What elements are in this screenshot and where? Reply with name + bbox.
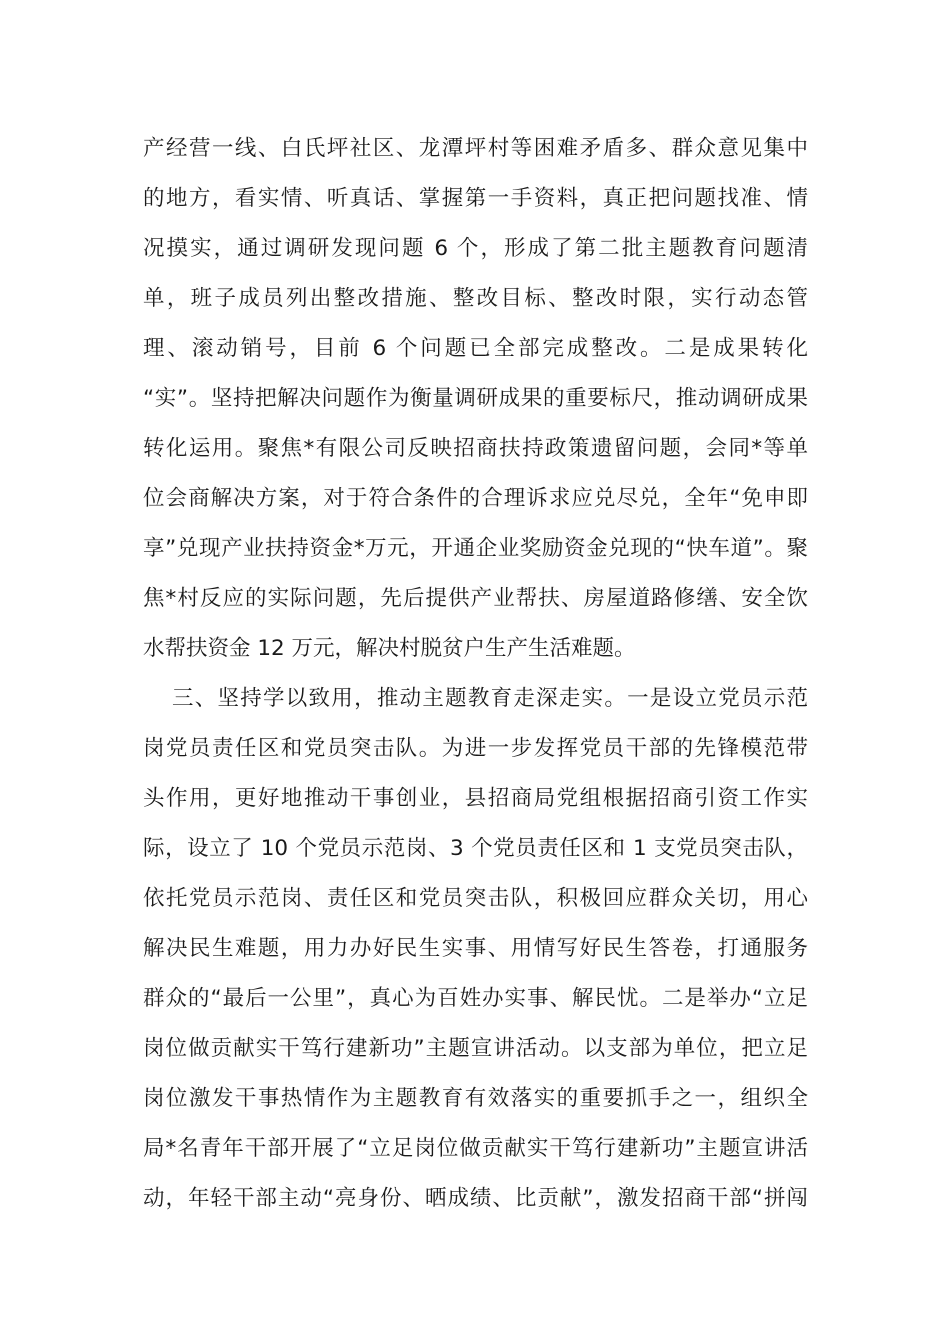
text-line: 局*名青年干部开展了“立足岗位做贡献实干笃行建新功”主题宣讲活	[143, 1136, 808, 1161]
text-line: 三、坚持学以致用，推动主题教育走深走实。一是设立党员示范	[172, 686, 808, 711]
text-line: 解决民生难题，用力办好民生实事、用情写好民生答卷，打通服务	[143, 936, 808, 961]
text-line: 岗党员责任区和党员突击队。为进一步发挥党员干部的先锋模范带	[143, 736, 808, 761]
text-line: 转化运用。聚焦*有限公司反映招商扶持政策遗留问题，会同*等单	[143, 436, 808, 461]
text-line: 位会商解决方案，对于符合条件的合理诉求应兑尽兑，全年“免申即	[143, 486, 808, 511]
text-line: 单，班子成员列出整改措施、整改目标、整改时限，实行动态管	[143, 286, 808, 311]
text-line: 岗位激发干事热情作为主题教育有效落实的重要抓手之一，组织全	[143, 1086, 808, 1111]
text-line: 动，年轻干部主动“亮身份、晒成绩、比贡献”，激发招商干部“拼闯	[143, 1186, 808, 1211]
text-line: 际，设立了 10 个党员示范岗、3 个党员责任区和 1 支党员突击队，	[143, 836, 808, 861]
paragraph-2	[143, 674, 808, 1224]
text-line: 享”兑现产业扶持资金*万元，开通企业奖励资金兑现的“快车道”。聚	[143, 536, 808, 561]
text-line: 理、滚动销号，目前 6 个问题已全部完成整改。二是成果转化	[143, 336, 808, 361]
text-line: 产经营一线、白氏坪社区、龙潭坪村等困难矛盾多、群众意见集中	[143, 136, 808, 161]
text-line: 的地方，看实情、听真话、掌握第一手资料，真正把问题找准、情	[143, 186, 808, 211]
text-line: 焦*村反应的实际问题，先后提供产业帮扶、房屋道路修缮、安全饮	[143, 586, 808, 611]
paragraph-1	[143, 124, 808, 674]
document-body	[143, 124, 808, 1224]
text-line: 头作用，更好地推动干事创业，县招商局党组根据招商引资工作实	[143, 786, 808, 811]
text-line: “实”。坚持把解决问题作为衡量调研成果的重要标尺，推动调研成果	[143, 386, 808, 411]
text-line: 岗位做贡献实干笃行建新功”主题宣讲活动。以支部为单位，把立足	[143, 1036, 808, 1061]
text-line: 况摸实，通过调研发现问题 6 个，形成了第二批主题教育问题清	[143, 236, 808, 261]
text-line: 依托党员示范岗、责任区和党员突击队，积极回应群众关切，用心	[143, 886, 808, 911]
text-line: 群众的“最后一公里”，真心为百姓办实事、解民忧。二是举办“立足	[143, 986, 808, 1011]
text-line: 水帮扶资金 12 万元，解决村脱贫户生产生活难题。	[143, 636, 636, 661]
